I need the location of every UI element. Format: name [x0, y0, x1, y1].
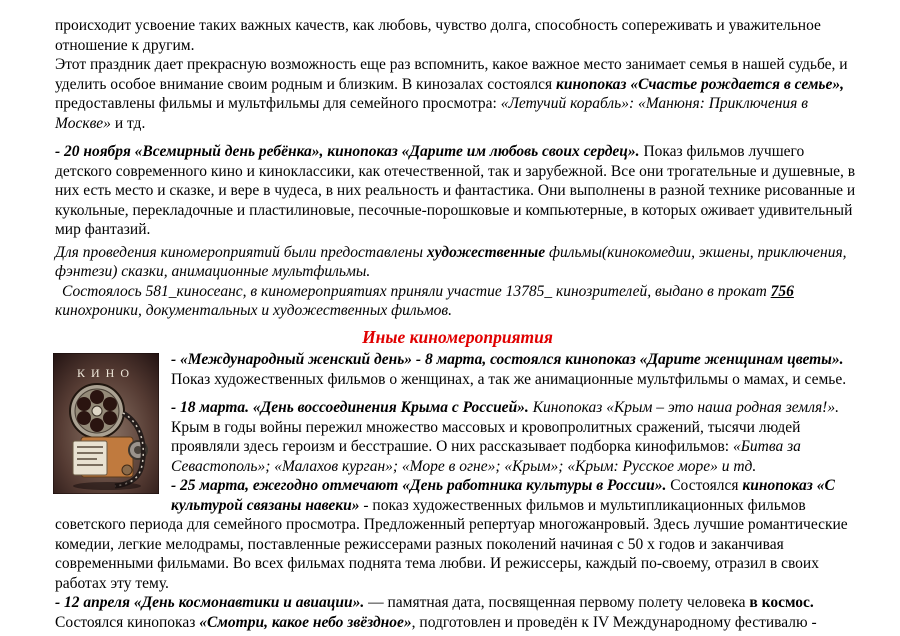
text-run: Показ художественных фильмов о женщинах, а так же анимационные мультфильмы о мамах, и семье.: [171, 370, 847, 388]
paragraph-family-holiday: [55, 55, 860, 133]
text-run: - 18 марта. «День воссоединения Крыма с Россией».: [171, 399, 529, 416]
text-run: Показ фильмов лучшего детского современного кино и киноклассики, как отечественной, так и зарубежной. Все они трогательные и душевные, в них есть место и сказке, и вере в чудеса, в них реальность и фантастика. Они выполнены в разной технике рисованные и кукольные, перекладочные и пластилиновые, песочные-порошковые и компьютерные, в которых оживает удивительный мир фантазий.: [55, 143, 856, 238]
text-run: кинопоказ «Счастье рождается в семье»,: [555, 75, 845, 93]
film-reel: [70, 384, 124, 438]
paragraph-provided-films: [55, 243, 860, 282]
text-run: - показ художественных фильмов и мультипликационных фильмов советского периода для семейного просмотра. Предложенный репертуар многожанровый. Здесь лучшие романтические комедии, легкие мелодрамы, поставленные режиссерами разных поколений начиная с 50 х годов и заканчивая современными фильмами. Во всех фильмах поднята тема любви. И режиссеры, каждый по-своему, отразил в своих работах эту тему.: [55, 496, 848, 592]
text-run: , подготовлен и проведён к IV Международному фестивалю -: [411, 613, 817, 631]
text-run: Крым в годы войны пережил множество массовых и кровопролитных сражений, тысячи людей проявляли здесь героизм и бесстрашие. О них рассказывает подборка кинофильмов:: [171, 418, 801, 455]
paragraph-cosmonautics-day: [55, 593, 860, 613]
section-heading: Иные киномероприятия: [362, 326, 553, 347]
poster-kino-label: КИНО: [76, 366, 136, 380]
text-run: «Смотри, какое небо звёздное»: [199, 613, 412, 631]
text-run: - 12 апреля «День космонавтики и авиации».: [55, 594, 365, 611]
text-run: 756: [770, 282, 794, 300]
text-run: происходит усвоение таких важных качеств, как любовь, чувство долга, способность сопереживать и уважительное отношение к другим.: [55, 17, 821, 54]
text-run: Этот праздник дает прекрасную возможность еще раз вспомнить, какое важное место занимает семья в нашей судьбе, и уделить особое внимание своим родным и близким. В кинозалах состоялся: [55, 56, 848, 93]
text-run: художественные: [426, 243, 546, 261]
text-run: и тд.: [110, 114, 146, 132]
text-run: фильмы(кинокомедии, экшены, приключения, фэнтези) сказки, анимационные мультфильмы.: [55, 243, 847, 280]
paragraph-childrens-day: [55, 142, 860, 240]
paragraph-qualities: [55, 16, 860, 55]
poster-base-shadow: [73, 482, 141, 490]
film-projector-illustration: [53, 353, 159, 494]
text-run: Кинопоказ «Крым – это наша родная земля!».: [528, 399, 839, 416]
paragraph-womens-day: [55, 350, 860, 389]
text-run: - 20 ноября «Всемирный день ребёнка», кинопоказ «Дарите им любовь своих сердец».: [55, 143, 640, 160]
text-run: кинохроники, документальных и художественных фильмов.: [55, 302, 452, 319]
paragraph-statistics: [55, 282, 860, 321]
paragraph-culture-day: [55, 476, 860, 593]
text-run: Состоялось 581_киносеанс, в киномероприятиях приняли участие 13785_ кинозрителей, выдано в прокат: [62, 282, 771, 300]
text-run: предоставлены фильмы и мультфильмы для семейного просмотра:: [55, 95, 501, 112]
text-run: Состоялся кинопоказ: [55, 613, 200, 631]
text-run: Состоялся: [666, 477, 743, 494]
cinema-poster-image: [53, 353, 159, 494]
text-run: «Битва за Севастополь»; «Малахов курган»; «Море в огне»; «Крым»; «Крым: Русское море» и тд.: [171, 438, 801, 475]
paragraph-festival-screening: [55, 613, 860, 633]
text-run: в космос.: [749, 594, 814, 611]
text-run: — памятная дата, посвященная первому полету человека: [364, 594, 750, 611]
other-events-section: [55, 350, 860, 632]
paragraph-crimea-day: [55, 398, 860, 476]
text-run: Для проведения киномероприятий были предоставлены: [55, 243, 427, 261]
text-run: «Летучий корабль»: «Манюня: Приключения в Москве»: [55, 95, 808, 132]
text-run: - 25 марта, ежегодно отмечают «День работника культуры в России».: [171, 477, 667, 494]
text-run: кинопоказ «С культурой связаны навеки»: [171, 477, 835, 514]
text-run: - «Международный женский день» - 8 марта, состоялся кинопоказ «Дарите женщинам цветы».: [171, 351, 844, 368]
